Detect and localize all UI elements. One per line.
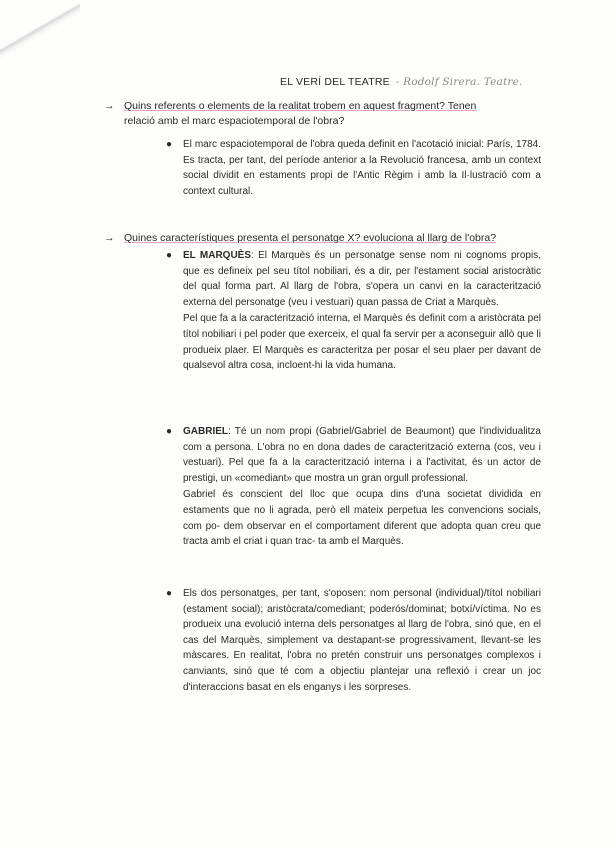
handwritten-note: - Rodolf Sirera. Teatre. xyxy=(395,76,523,88)
question-1-line-1: Quins referents o elements de la realitat trobem en aquest fragment? Tenen xyxy=(124,100,477,112)
bullet-icon: ● xyxy=(166,139,173,150)
comparison-bullet xyxy=(166,586,541,695)
gabriel-paragraph-1 xyxy=(183,424,541,486)
question-1-line-2: relació amb el marc espaciotemporal de l'obra? xyxy=(124,115,345,127)
bullet-icon: ● xyxy=(166,250,173,261)
marques-label: EL MARQUÈS xyxy=(183,250,252,261)
arrow-icon: → xyxy=(104,232,115,244)
header xyxy=(280,76,523,88)
marques-bullet xyxy=(166,248,541,374)
gabriel-paragraph-2: Gabriel és conscient del lloc que ocupa dins d'una societat dividida en estaments que no li agrada, però ell mateix perpetua les convencions socials, com po- dem observar en el comportament diferent que adopta quan creu que tracta amb el criat i quan trac- ta amb el Marquès. xyxy=(183,489,541,548)
arrow-icon: → xyxy=(104,100,115,112)
marques-text-1: : El Marquès és un personatge sense nom ni cognoms propis, que es defineix pel seu títol nobiliari, és a dir, per l'estament social aristocràtic del qual forma part. Al llarg de l'obra, s'opera un canvi en la caracterització externa del personatge (veu i vestuari) quan passa de Criat a Marquès. xyxy=(183,250,541,308)
marques-paragraph-1 xyxy=(183,248,541,310)
question-1 xyxy=(104,99,554,129)
question-2 xyxy=(104,231,554,246)
bullet-icon: ● xyxy=(166,588,173,599)
paper-fold-mark xyxy=(0,0,80,60)
marques-paragraph-2: Pel que fa a la caracterització interna, el Marquès és definit com a aristòcrata pel títol nobiliari i pel poder que exerceix, el qual fa servir per a aconseguir allò que li produeix plaer. El Marquès es caracteritza per posar el seu plaer per davant de qualsevol altra cosa, incloent-hi la vida humana. xyxy=(183,313,541,372)
bullet-icon: ● xyxy=(166,426,173,437)
comparison-paragraph: Els dos personatges, per tant, s'oposen: nom personal (individual)/títol nobiliari (estament social); aristòcrata/comediant; poderós/dominat; botxí/víctima. No es produeix una evolució interna dels personatges al llarg de l'obra, sinó que, en el cas del Marquès, simplement va destapant-se progressivament, llevant-se les màscares. En realitat, l'obra no pretén construir uns personatges complexos i canviants, sinó que té com a objectiu plantejar una reflexió i crear un joc d'interaccions basat en els enganys i les sorpreses. xyxy=(183,588,541,693)
answer-1-paragraph: El marc espaciotemporal de l'obra queda definit en l'acotació inicial: París, 1784. Es tracta, per tant, del període anterior a la Revolució francesa, amb un context social dividit en estaments propi de l'Antic Règim i amb la Il·lustració com a context cultural. xyxy=(183,139,541,197)
question-2-line-1: Quines característiques presenta el personatge X? evoluciona al llarg de l'obra? xyxy=(124,232,497,244)
gabriel-bullet xyxy=(166,424,541,550)
document-title: EL VERÍ DEL TEATRE xyxy=(280,76,390,88)
gabriel-text-1: : Té un nom propi (Gabriel/Gabriel de Beaumont) que l'individualitza com a persona. L'obra no en dona dades de caracterització externa (cos, veu i vestuari). Pel que fa a la caracterització interna i a l'activitat, és un actor de prestigi, un «comediant» que mostra un gran orgull professional. xyxy=(183,426,541,484)
gabriel-label: GABRIEL xyxy=(183,426,228,437)
answer-1-bullet xyxy=(166,137,541,199)
